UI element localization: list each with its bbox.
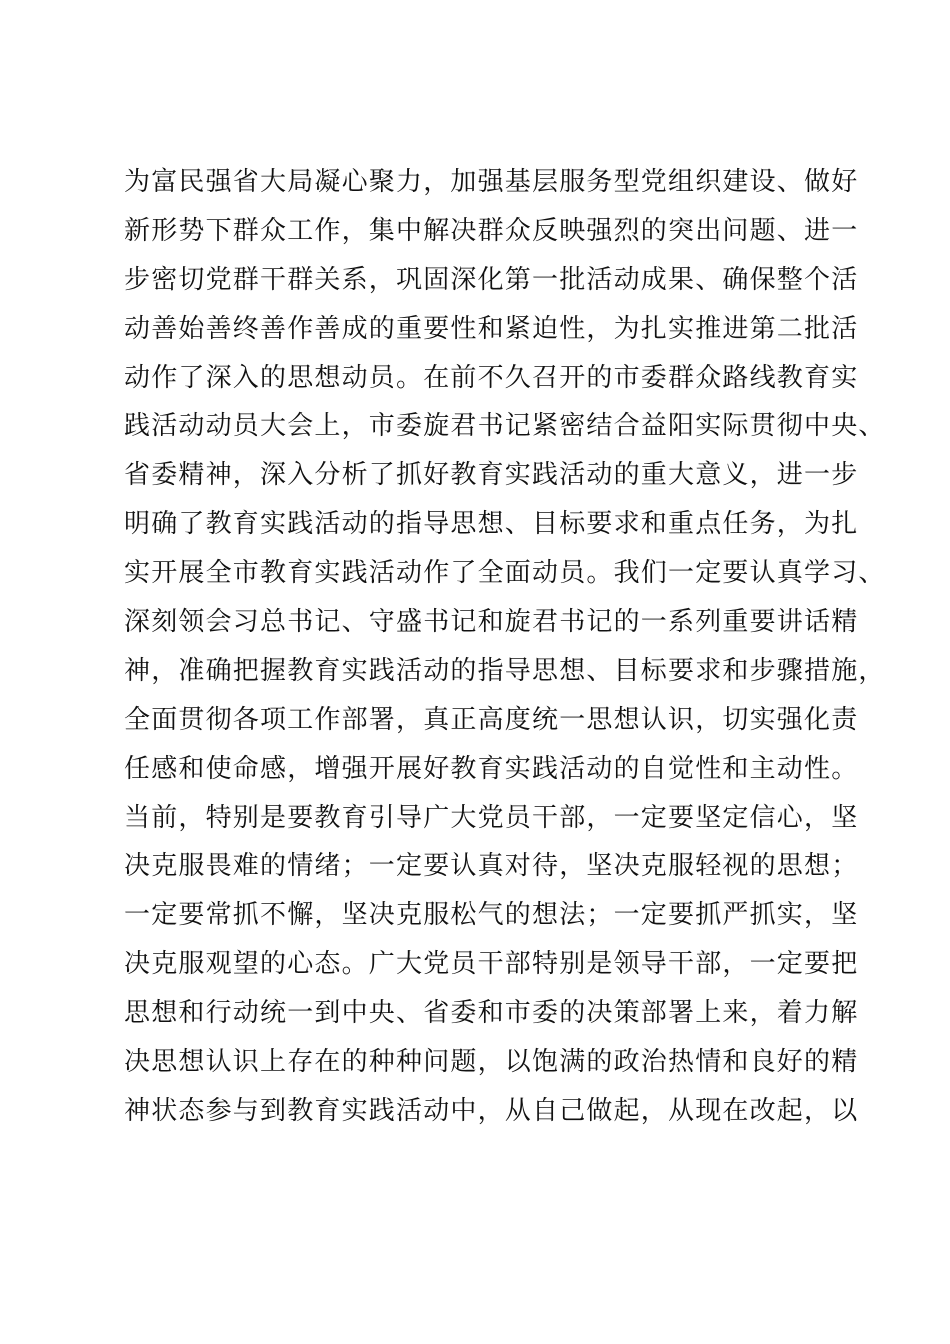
text-line: 为富民强省大局凝心聚力，加强基层服务型党组织建设、做好 (124, 167, 859, 197)
text-line: 全面贯彻各项工作部署，真正高度统一思想认识，切实强化责 (124, 704, 859, 735)
text-line: 动作了深入的思想动员。在前不久召开的市委群众路线教育实 (124, 362, 859, 393)
text-line: 决思想认识上存在的种种问题，以饱满的政治热情和良好的精 (124, 1047, 859, 1078)
text-line: 决克服观望的心态。广大党员干部特别是领导干部，一定要把 (124, 949, 859, 980)
text-line: 神，准确把握教育实践活动的指导思想、目标要求和步骤措施， (124, 655, 886, 686)
text-line: 深刻领会习总书记、守盛书记和旋君书记的一系列重要讲话精 (124, 607, 859, 638)
text-line: 当前，特别是要教育引导广大党员干部，一定要坚定信心，坚 (124, 802, 859, 833)
text-line: 新形势下群众工作，集中解决群众反映强烈的突出问题、进一 (124, 215, 859, 246)
text-line: 思想和行动统一到中央、省委和市委的决策部署上来，着力解 (124, 998, 859, 1029)
body-text (124, 158, 886, 1136)
text-line: 步密切党群干群关系，巩固深化第一批活动成果、确保整个活 (124, 264, 859, 295)
text-line: 决克服畏难的情绪；一定要认真对待，坚决克服轻视的思想； (124, 851, 859, 882)
text-line: 明确了教育实践活动的指导思想、目标要求和重点任务，为扎 (124, 509, 859, 540)
text-line: 践活动动员大会上，市委旋君书记紧密结合益阳实际贯彻中央、 (124, 411, 886, 442)
text-line: 实开展全市教育实践活动作了全面动员。我们一定要认真学习、 (124, 558, 886, 589)
text-line: 一定要常抓不懈，坚决克服松气的想法；一定要抓严抓实，坚 (124, 900, 859, 931)
text-line: 任感和使命感，增强开展好教育实践活动的自觉性和主动性。 (124, 753, 859, 784)
text-line: 神状态参与到教育实践活动中，从自己做起，从现在改起，以 (124, 1095, 859, 1126)
text-line: 省委精神，深入分析了抓好教育实践活动的重大意义，进一步 (124, 460, 859, 491)
text-line: 动善始善终善作善成的重要性和紧迫性，为扎实推进第二批活 (124, 313, 859, 344)
